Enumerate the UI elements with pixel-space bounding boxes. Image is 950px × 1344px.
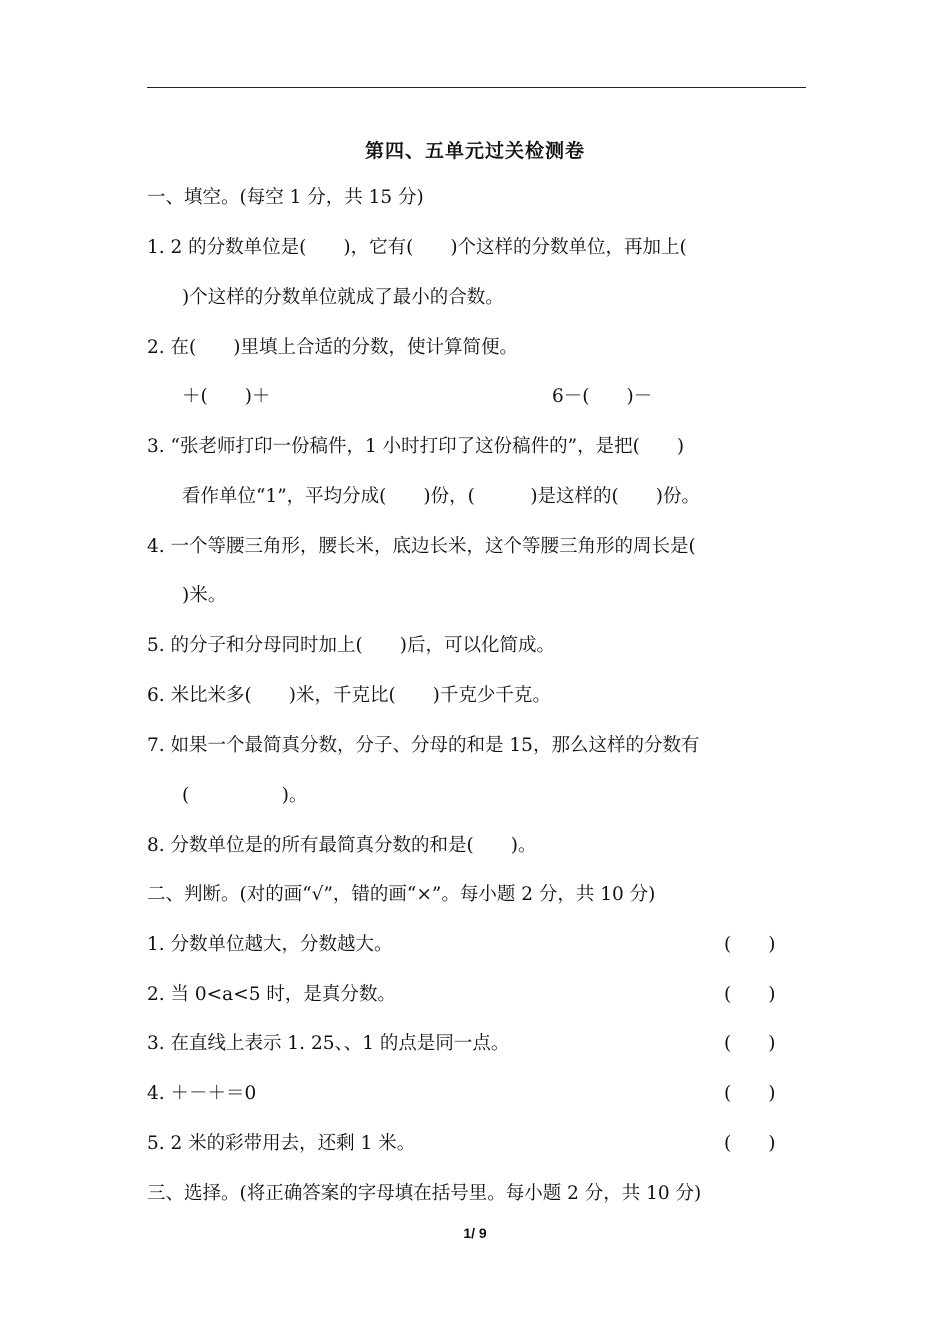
judge-bracket-4: ( ): [724, 1083, 776, 1104]
page-number: 1/ 9: [463, 1225, 487, 1241]
question-2-equation-right: 6－( )－: [552, 386, 653, 407]
question-7-line-1: 7. 如果一个最简真分数，分子、分母的和是 15，那么这样的分数有: [147, 735, 700, 756]
judge-item-1: 1. 分数单位越大，分数越大。: [147, 934, 393, 955]
question-8: 8. 分数单位是的所有最简真分数的和是( )。: [147, 835, 537, 856]
question-1-line-2: )个这样的分数单位就成了最小的合数。: [182, 287, 504, 308]
question-2: 2. 在( )里填上合适的分数，使计算简便。: [147, 337, 518, 358]
judge-item-2: 2. 当 0<a<5 时，是真分数。: [147, 984, 396, 1005]
judge-bracket-5: ( ): [724, 1133, 776, 1154]
question-4-line-2: )米。: [182, 585, 227, 606]
question-3-line-2: 看作单位“1”，平均分成( )份，( )是这样的( )份。: [182, 486, 700, 507]
question-4-line-1: 4. 一个等腰三角形，腰长米，底边长米，这个等腰三角形的周长是(: [147, 536, 696, 557]
judge-bracket-3: ( ): [724, 1033, 776, 1054]
question-7-line-2: ( )。: [182, 785, 308, 806]
question-2-equation-left: ＋( )＋: [182, 386, 271, 407]
question-3-line-1: 3. “张老师打印一份稿件，1 小时打印了这份稿件的”，是把( ): [147, 436, 685, 457]
judge-bracket-2: ( ): [724, 984, 776, 1005]
page-title: 第四、五单元过关检测卷: [364, 140, 585, 162]
question-5: 5. 的分子和分母同时加上( )后，可以化简成。: [147, 635, 555, 656]
question-6: 6. 米比米多( )米，千克比( )千克少千克。: [147, 685, 551, 706]
section2-heading: 二、判断。(对的画“√”，错的画“×”。每小题 2 分，共 10 分): [147, 884, 656, 905]
judge-item-3: 3. 在直线上表示 1. 25、、1 的点是同一点。: [147, 1033, 510, 1054]
section1-heading: 一、填空。(每空 1 分，共 15 分): [147, 187, 424, 208]
judge-item-5: 5. 2 米的彩带用去，还剩 1 米。: [147, 1133, 416, 1154]
header-rule: [147, 87, 806, 88]
judge-item-4: 4. ＋－＋＝0: [147, 1083, 257, 1104]
section3-heading: 三、选择。(将正确答案的字母填在括号里。每小题 2 分，共 10 分): [147, 1183, 702, 1204]
question-1-line-1: 1. 2 的分数单位是( )，它有( )个这样的分数单位，再加上(: [147, 237, 687, 258]
judge-bracket-1: ( ): [724, 934, 776, 955]
